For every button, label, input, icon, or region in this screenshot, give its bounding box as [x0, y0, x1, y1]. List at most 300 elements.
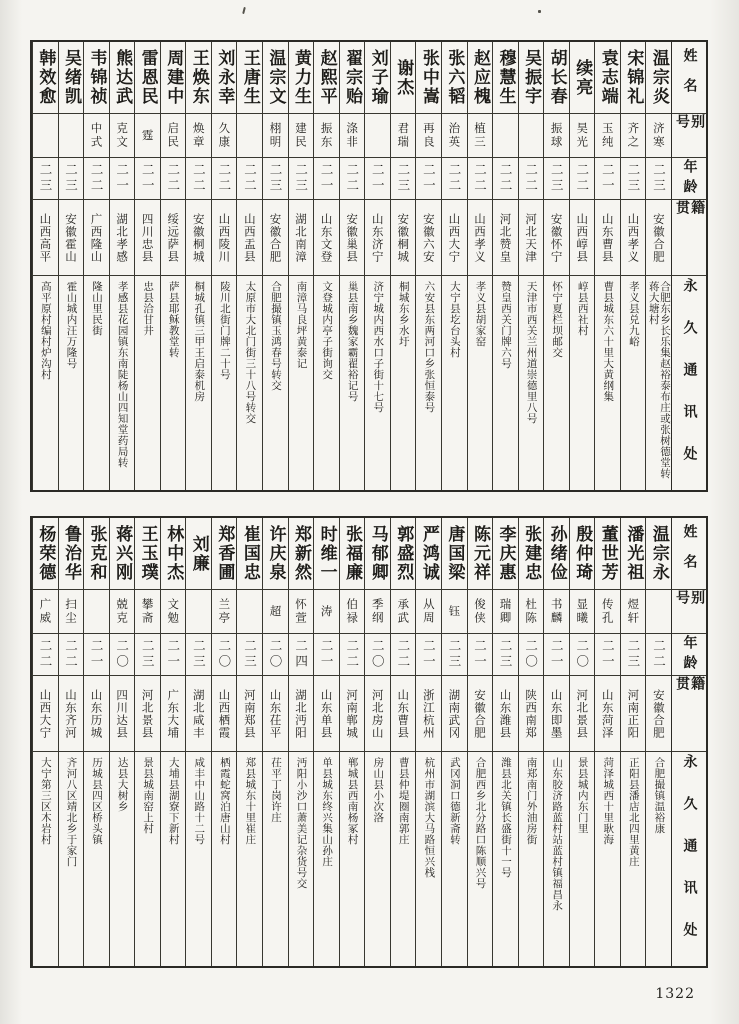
person-native-place-cell [595, 676, 620, 752]
person-native-place-cell [621, 200, 646, 276]
person-age-cell [621, 158, 646, 200]
person-age: 二一 [600, 639, 616, 670]
person-age: 二一 [472, 639, 488, 670]
person-age: 二三 [625, 639, 641, 670]
person-native-place: 河北景县 [575, 688, 590, 739]
person-age: 二三 [140, 639, 156, 670]
person-alias: 植三 [472, 122, 487, 149]
person-address: 景县城内东门里 [576, 757, 589, 834]
person-alias: 兰亭 [217, 598, 232, 625]
person-alias-cell [135, 590, 160, 634]
person-age-cell [519, 158, 544, 200]
person-address-cell [110, 276, 135, 490]
person-native-place-cell [212, 200, 237, 276]
person-name: 郑新然 [291, 525, 312, 582]
column-headers [671, 42, 706, 490]
person-alias: 玉纯 [600, 122, 615, 149]
header-native-place-cell [672, 200, 706, 276]
person-native-place: 山西盂县 [242, 212, 257, 263]
person-native-place: 山西孝义 [626, 212, 641, 263]
header-age-label: 年龄 [681, 158, 698, 199]
person-alias: 攀斋 [140, 598, 155, 625]
person-column [518, 42, 544, 490]
person-name: 许庆泉 [265, 525, 286, 582]
person-address: 郑县城东十里崔庄 [244, 757, 257, 845]
person-name-cell [59, 518, 84, 590]
person-name-cell [646, 518, 671, 590]
person-address-cell [468, 276, 493, 490]
person-column [390, 42, 416, 490]
person-address-cell [544, 276, 569, 490]
person-column [313, 518, 339, 966]
person-address: 历城县四区桥头镇 [91, 757, 103, 845]
person-name: 穆慧生 [495, 49, 516, 106]
person-age: 二二 [344, 163, 360, 194]
person-name-cell [186, 42, 211, 114]
person-native-place-cell [161, 676, 186, 752]
person-name-cell [314, 518, 339, 590]
person-native-place: 山西高平 [38, 212, 53, 263]
person-alias-cell [161, 114, 186, 158]
person-address-cell [84, 752, 109, 966]
person-alias: 广威 [38, 598, 53, 625]
person-name: 韦锦祯 [86, 49, 107, 106]
person-native-place-cell [135, 676, 160, 752]
person-name: 雷恩民 [137, 49, 158, 106]
header-name-label: 姓名 [681, 47, 698, 108]
person-address: 霍山城内汪万隆号 [65, 281, 78, 369]
person-native-place: 山西栖霞 [217, 688, 232, 739]
person-age-cell [135, 634, 160, 676]
person-age-cell [570, 158, 595, 200]
person-name-cell [646, 42, 671, 114]
person-native-place: 山西大宁 [447, 212, 462, 263]
person-address-cell [519, 752, 544, 966]
person-name-cell [161, 42, 186, 114]
person-age-cell [442, 634, 467, 676]
person-address-cell [416, 752, 441, 966]
person-age: 二二 [165, 163, 181, 194]
person-address: 怀宁夏栏坝邮交 [551, 281, 564, 358]
person-age: 二二 [191, 163, 207, 194]
person-native-place: 湖北孝感 [115, 212, 130, 263]
person-native-place-cell [161, 200, 186, 276]
person-age-cell [289, 158, 314, 200]
person-address-cell [59, 276, 84, 490]
person-name: 张建忠 [521, 525, 542, 582]
person-alias-cell [646, 590, 671, 634]
person-name: 董世芳 [597, 525, 618, 582]
person-address: 武冈洞口德新斋转 [448, 757, 461, 845]
person-address: 大宁县圪台头村 [448, 281, 461, 358]
person-alias: 显曦 [575, 598, 590, 625]
person-native-place: 湖南武冈 [447, 688, 462, 739]
person-name: 胡长春 [546, 49, 567, 106]
person-alias-cell [340, 590, 365, 634]
person-name: 严鸿诚 [418, 525, 439, 582]
person-alias: 超 [268, 604, 283, 619]
person-native-place-cell [186, 676, 211, 752]
person-address-cell [595, 752, 620, 966]
person-age-cell [646, 158, 671, 200]
person-alias-cell [416, 114, 441, 158]
person-address-cell [365, 276, 390, 490]
person-column [32, 518, 58, 966]
person-age-cell [340, 158, 365, 200]
person-native-place-cell [135, 200, 160, 276]
person-alias-cell [493, 590, 518, 634]
person-address: 南漳马良坪黄泰记 [295, 281, 308, 369]
person-native-place-cell [493, 676, 518, 752]
person-age-cell [416, 158, 441, 200]
person-address: 陵川北街门牌二十号 [218, 281, 231, 380]
person-name: 吴绪凯 [60, 49, 81, 106]
person-alias-cell [110, 590, 135, 634]
person-address-cell [493, 752, 518, 966]
person-column [620, 42, 646, 490]
column-headers [671, 518, 706, 966]
person-column [236, 518, 262, 966]
person-alias-cell [135, 114, 160, 158]
person-native-place: 广西隆山 [89, 212, 104, 263]
person-alias: 济寒 [651, 122, 666, 149]
person-name-cell [544, 42, 569, 114]
person-native-place-cell [237, 200, 262, 276]
person-name-cell [621, 42, 646, 114]
person-age: 二二 [89, 163, 105, 194]
person-name-cell [595, 42, 620, 114]
person-age-cell [33, 634, 58, 676]
person-name-cell [237, 518, 262, 590]
header-alias-label: 别号 [674, 590, 706, 612]
person-alias-cell [33, 114, 58, 158]
person-native-place-cell [416, 200, 441, 276]
person-age: 二〇 [574, 639, 590, 670]
person-age: 二一 [319, 163, 335, 194]
person-column [211, 42, 237, 490]
person-native-place: 山东济宁 [370, 212, 385, 263]
person-address-cell [646, 276, 671, 490]
person-age: 二三 [498, 639, 514, 670]
person-name: 张克和 [86, 525, 107, 582]
person-age: 二一 [319, 639, 335, 670]
person-column [185, 518, 211, 966]
directory-table-upper [30, 40, 708, 492]
person-name-cell [33, 42, 58, 114]
header-name-cell [672, 518, 706, 590]
person-name-cell [493, 42, 518, 114]
person-alias: 克文 [115, 122, 130, 149]
person-column [543, 42, 569, 490]
person-native-place-cell [595, 200, 620, 276]
entries-upper [32, 42, 671, 490]
person-alias-cell [391, 114, 416, 158]
person-age: 二一 [165, 639, 181, 670]
person-address: 房山县小次洛 [372, 757, 385, 823]
person-native-place-cell [186, 200, 211, 276]
person-column [262, 518, 288, 966]
person-age-cell [84, 634, 109, 676]
person-address: 南郑南门外油房街 [525, 757, 538, 845]
person-native-place-cell [391, 676, 416, 752]
person-alias-cell [237, 590, 262, 634]
person-name-cell [263, 518, 288, 590]
person-alias-cell [416, 590, 441, 634]
person-alias: 承武 [396, 598, 411, 625]
person-age: 二四 [293, 639, 309, 670]
person-native-place: 安徽巢县 [345, 212, 360, 263]
header-name-label: 姓名 [681, 523, 698, 584]
person-age: 二三 [549, 163, 565, 194]
person-address-cell [340, 276, 365, 490]
person-name-cell [212, 518, 237, 590]
person-address-cell [621, 276, 646, 490]
person-age: 二一 [421, 639, 437, 670]
person-age-cell [314, 634, 339, 676]
person-name: 王焕东 [188, 49, 209, 106]
header-address-cell [672, 752, 706, 966]
person-alias: 从周 [421, 598, 436, 625]
person-address: 合肥东乡长乐集赵裕泰布庄或张树德堂转蒋大塘村 [647, 281, 671, 479]
person-age-cell [263, 634, 288, 676]
person-age: 二三 [191, 639, 207, 670]
person-name-cell [570, 42, 595, 114]
person-name: 续亮 [572, 58, 593, 97]
person-address-cell [519, 276, 544, 490]
person-name-cell [59, 42, 84, 114]
person-alias-cell [544, 590, 569, 634]
person-age: 二〇 [114, 639, 130, 670]
person-name: 李庆惠 [495, 525, 516, 582]
person-address: 孝义县兑九峪 [627, 281, 640, 347]
person-alias-cell [314, 114, 339, 158]
person-column [160, 518, 186, 966]
person-age: 二一 [370, 163, 386, 194]
person-address: 桐城孔镇三甲王启泰机房 [193, 281, 206, 402]
person-alias: 文勉 [166, 598, 181, 625]
person-alias: 齐之 [626, 122, 641, 149]
person-alias: 再良 [421, 122, 436, 149]
person-age-cell [365, 634, 390, 676]
person-alias: 俊侠 [472, 598, 487, 625]
person-address-cell [646, 752, 671, 966]
person-alias-cell [621, 590, 646, 634]
person-age-cell [391, 158, 416, 200]
person-name: 谢杰 [393, 58, 414, 97]
person-name: 王玉璞 [137, 525, 158, 582]
person-native-place: 安徽六安 [421, 212, 436, 263]
person-age: 二一 [140, 163, 156, 194]
person-native-place: 山东即墨 [549, 688, 564, 739]
person-alias: 涛 [319, 604, 334, 619]
person-column [339, 42, 365, 490]
person-alias-cell [544, 114, 569, 158]
person-address-cell [237, 276, 262, 490]
person-native-place-cell [544, 200, 569, 276]
person-native-place-cell [442, 676, 467, 752]
person-name-cell [468, 42, 493, 114]
person-native-place: 河南正阳 [626, 688, 641, 739]
person-age: 二二 [242, 163, 258, 194]
person-address: 高平原村编村炉沟村 [39, 281, 52, 380]
person-name: 张六韬 [444, 49, 465, 106]
person-address-cell [493, 276, 518, 490]
person-age-cell [212, 634, 237, 676]
person-name-cell [493, 518, 518, 590]
person-age-cell [237, 634, 262, 676]
person-age-cell [621, 634, 646, 676]
header-native-place-label: 籍贯 [674, 676, 706, 714]
person-age-cell [110, 634, 135, 676]
person-age: 二一 [114, 163, 130, 194]
person-native-place: 山东曹县 [600, 212, 615, 263]
person-address: 正阳县潘店北四里黄庄 [627, 757, 640, 867]
person-native-place-cell [212, 676, 237, 752]
person-address: 崞县西社村 [576, 281, 589, 336]
person-alias-cell [212, 590, 237, 634]
person-column [492, 42, 518, 490]
person-name: 杨荣德 [35, 525, 56, 582]
header-native-place-label: 籍贯 [674, 200, 706, 238]
person-name-cell [519, 518, 544, 590]
person-name-cell [391, 518, 416, 590]
person-native-place-cell [84, 200, 109, 276]
person-native-place: 浙江杭州 [421, 688, 436, 739]
person-column [83, 518, 109, 966]
person-address-cell [33, 276, 58, 490]
person-name-cell [468, 518, 493, 590]
person-age-cell [544, 158, 569, 200]
person-alias-cell [595, 114, 620, 158]
person-age: 二二 [574, 163, 590, 194]
person-address: 忠县洽甘井 [142, 281, 155, 336]
person-name-cell [110, 42, 135, 114]
person-age: 二二 [523, 163, 539, 194]
person-address: 郸城县西南杨冢村 [346, 757, 359, 845]
person-alias: 启民 [166, 122, 181, 149]
person-age-cell [161, 158, 186, 200]
person-address: 大宁第三区木岩村 [39, 757, 52, 845]
person-age: 二三 [242, 639, 258, 670]
person-alias-cell [365, 114, 390, 158]
person-age-cell [289, 634, 314, 676]
person-alias-cell [263, 114, 288, 158]
person-name: 黄力生 [291, 49, 312, 106]
person-address: 菏泽城西十里耿海 [602, 757, 615, 845]
person-age: 二三 [446, 639, 462, 670]
person-native-place-cell [519, 676, 544, 752]
person-age: 二二 [37, 639, 53, 670]
person-name: 蒋兴刚 [112, 525, 133, 582]
person-alias-cell [365, 590, 390, 634]
person-name: 宋锦礼 [623, 49, 644, 106]
person-column [569, 42, 595, 490]
person-name-cell [416, 42, 441, 114]
person-age-cell [186, 158, 211, 200]
person-age: 二一 [600, 163, 616, 194]
person-name-cell [340, 42, 365, 114]
person-name-cell [212, 42, 237, 114]
person-alias-cell [468, 590, 493, 634]
person-alias-cell [110, 114, 135, 158]
person-alias-cell [186, 114, 211, 158]
person-age: 二三 [293, 163, 309, 194]
person-address-cell [59, 752, 84, 966]
person-column [543, 518, 569, 966]
person-alias-cell [519, 114, 544, 158]
person-address: 茌平丁岗许庄 [269, 757, 282, 823]
person-name: 温宗永 [648, 525, 669, 582]
person-name-cell [289, 42, 314, 114]
person-alias-cell [391, 590, 416, 634]
person-name-cell [416, 518, 441, 590]
person-age-cell [110, 158, 135, 200]
person-address-cell [237, 752, 262, 966]
person-address-cell [570, 276, 595, 490]
directory-table-lower [30, 516, 708, 968]
person-native-place-cell [365, 200, 390, 276]
person-name: 翟宗贻 [342, 49, 363, 106]
person-native-place: 绥远萨县 [166, 212, 181, 263]
person-alias-cell [314, 590, 339, 634]
person-column [288, 518, 314, 966]
person-native-place-cell [621, 676, 646, 752]
person-age-cell [595, 158, 620, 200]
person-alias: 振球 [549, 122, 564, 149]
person-age-cell [468, 634, 493, 676]
person-native-place: 四川达县 [115, 688, 130, 739]
person-native-place: 安徽桐城 [191, 212, 206, 263]
person-name: 刘廉 [188, 534, 209, 573]
person-column [467, 42, 493, 490]
person-native-place-cell [110, 676, 135, 752]
person-address-cell [135, 276, 160, 490]
person-native-place: 安徽怀宁 [549, 212, 564, 263]
person-native-place-cell [416, 676, 441, 752]
header-native-place-cell [672, 676, 706, 752]
person-address-cell [289, 752, 314, 966]
person-name: 郑香圃 [214, 525, 235, 582]
person-alias: 昊光 [575, 122, 590, 149]
person-age-cell [570, 634, 595, 676]
person-age-cell [59, 634, 84, 676]
person-age-cell [84, 158, 109, 200]
person-column [288, 42, 314, 490]
person-alias: 焕章 [191, 122, 206, 149]
person-address: 齐河八区靖北乡于家门 [65, 757, 78, 867]
person-native-place: 安徽合肥 [472, 688, 487, 739]
person-age: 二三 [651, 163, 667, 194]
person-age: 二〇 [523, 639, 539, 670]
header-age-cell [672, 158, 706, 200]
header-age-cell [672, 634, 706, 676]
person-native-place-cell [289, 676, 314, 752]
person-name-cell [33, 518, 58, 590]
person-native-place-cell [59, 200, 84, 276]
person-native-place: 安徽合肥 [651, 212, 666, 263]
person-alias-cell [595, 590, 620, 634]
person-address: 沔阳小沙口萧美记杂货号交 [295, 757, 308, 889]
person-native-place: 安徽合肥 [268, 212, 283, 263]
person-address: 咸丰中山路十二号 [193, 757, 206, 845]
person-column [492, 518, 518, 966]
person-native-place: 山西孝义 [472, 212, 487, 263]
person-address-cell [391, 752, 416, 966]
person-alias-cell [186, 590, 211, 634]
person-name: 熊达武 [112, 49, 133, 106]
person-age: 二三 [63, 163, 79, 194]
person-alias-cell [161, 590, 186, 634]
